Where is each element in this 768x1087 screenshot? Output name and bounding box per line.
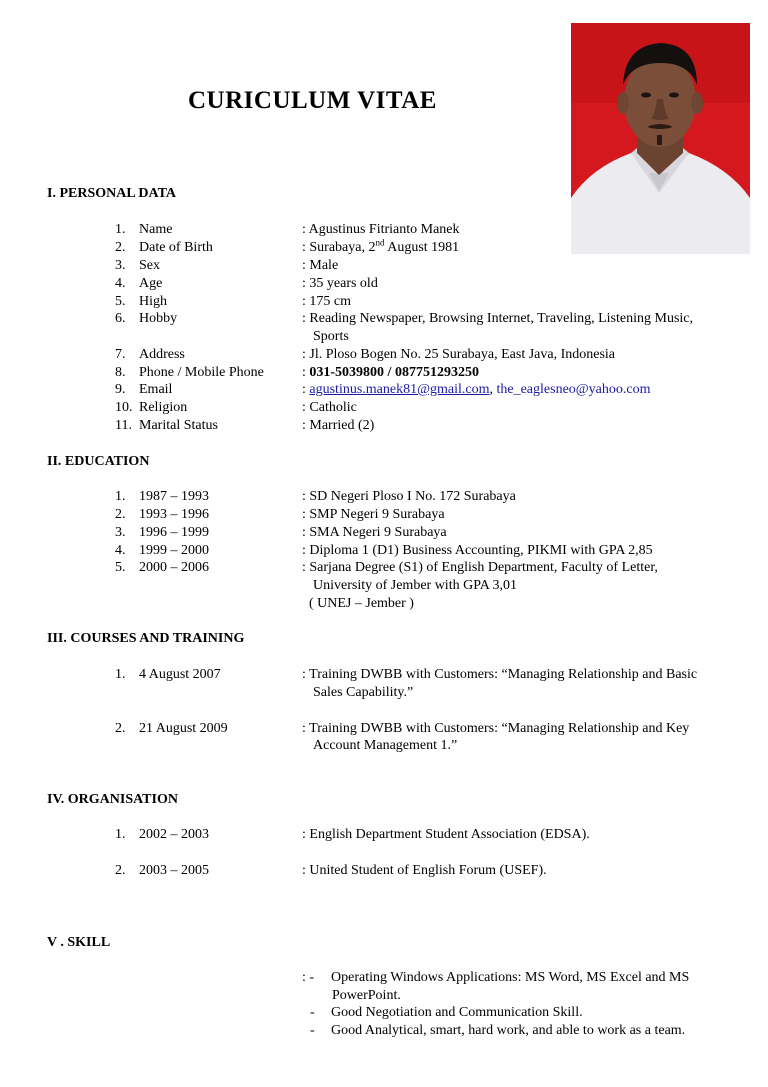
organisation-name: : United Student of English Forum (USEF). [302, 863, 547, 878]
education-institution-abbrev: ( UNEJ – Jember ) [309, 596, 414, 611]
skill-text: Operating Windows Applications: MS Word, MS Excel and MS [331, 970, 690, 985]
education-institution: : Sarjana Degree (S1) of English Department, Faculty of Letter, [302, 560, 658, 575]
document-title: CURICULUM VITAE [188, 87, 437, 114]
email-link-yahoo[interactable]: the_eaglesneo@yahoo.com [496, 382, 651, 397]
field-value-address: : Jl. Ploso Bogen No. 25 Surabaya, East Java, Indonesia [302, 347, 616, 362]
list-item-number: 2. [115, 721, 126, 736]
list-item-number: 1. [115, 222, 126, 237]
course-date: 4 August 2007 [139, 667, 221, 682]
education-period: 1999 – 2000 [139, 543, 209, 558]
education-institution: : Diploma 1 (D1) Business Accounting, PIKMI with GPA 2,85 [302, 543, 653, 558]
section-heading-personal-data: I. PERSONAL DATA [47, 186, 177, 201]
field-value-religion: : Catholic [302, 400, 357, 415]
field-value-date-of-birth: : Surabaya, 2nd August 1981 [302, 237, 460, 255]
field-label-phone: Phone / Mobile Phone [139, 365, 264, 380]
email-link-gmail[interactable]: agustinus.manek81@gmail.com [309, 382, 490, 397]
field-label-email: Email [139, 382, 173, 397]
education-period: 1996 – 1999 [139, 525, 209, 540]
field-label-sex: Sex [139, 258, 160, 273]
course-date: 21 August 2009 [139, 721, 228, 736]
field-label-marital-status: Marital Status [139, 418, 218, 433]
list-item-number: 6. [115, 311, 126, 326]
list-item-number: 1. [115, 489, 126, 504]
field-value-high: : 175 cm [302, 294, 351, 309]
skill-bullet: - [310, 1005, 315, 1020]
education-period: 1993 – 1996 [139, 507, 209, 522]
education-period: 1987 – 1993 [139, 489, 209, 504]
portrait-image [571, 23, 750, 254]
list-item-number: 9. [115, 382, 126, 397]
organisation-name: : English Department Student Association (EDSA). [302, 827, 590, 842]
list-item-number: 7. [115, 347, 126, 362]
section-heading-skill: V . SKILL [47, 935, 111, 950]
skill-bullet: - [310, 1023, 315, 1038]
list-item-number: 11. [115, 418, 132, 433]
list-item-number: 3. [115, 258, 126, 273]
list-item-number: 4. [115, 543, 126, 558]
list-item-number: 1. [115, 667, 126, 682]
field-value-marital-status: : Married (2) [302, 418, 375, 433]
organisation-period: 2003 – 2005 [139, 863, 209, 878]
list-item-number: 3. [115, 525, 126, 540]
section-heading-courses-training: III. COURSES AND TRAINING [47, 631, 245, 646]
course-description: : Training DWBB with Customers: “Managing Relationship and Basic [302, 667, 698, 682]
field-label-religion: Religion [139, 400, 188, 415]
education-period: 2000 – 2006 [139, 560, 209, 575]
field-label-hobby: Hobby [139, 311, 178, 326]
skill-bullet: : - [302, 970, 315, 985]
list-item-number: 10. [115, 400, 133, 415]
profile-photo [571, 23, 750, 254]
list-item-number: 1. [115, 827, 126, 842]
field-value-phone: : 031-5039800 / 087751293250 [302, 365, 479, 380]
list-item-number: 2. [115, 863, 126, 878]
field-value-age: : 35 years old [302, 276, 378, 291]
field-value-hobby: : Reading Newspaper, Browsing Internet, Traveling, Listening Music, [302, 311, 693, 326]
field-label-high: High [139, 294, 167, 309]
skill-text: Good Analytical, smart, hard work, and able to work as a team. [331, 1023, 686, 1038]
education-institution: : SD Negeri Ploso I No. 172 Surabaya [302, 489, 516, 504]
course-description-continued: Sales Capability.” [313, 685, 414, 700]
field-value-name: : Agustinus Fitrianto Manek [302, 222, 460, 237]
education-institution: : SMP Negeri 9 Surabaya [302, 507, 445, 522]
list-item-number: 5. [115, 294, 126, 309]
list-item-number: 2. [115, 240, 126, 255]
list-item-number: 2. [115, 507, 126, 522]
course-description: : Training DWBB with Customers: “Managing Relationship and Key [302, 721, 690, 736]
list-item-number: 8. [115, 365, 126, 380]
field-label-address: Address [139, 347, 185, 362]
section-heading-organisation: IV. ORGANISATION [47, 792, 178, 807]
course-description-continued: Account Management 1.” [313, 738, 458, 753]
education-institution-continued: University of Jember with GPA 3,01 [313, 578, 518, 593]
organisation-period: 2002 – 2003 [139, 827, 209, 842]
field-value-email: : agustinus.manek81@gmail.com, the_eaglesneo@yahoo.com [302, 382, 651, 397]
skill-text: Good Negotiation and Communication Skill. [331, 1005, 583, 1020]
field-label-age: Age [139, 276, 163, 291]
field-value-sex: : Male [302, 258, 339, 273]
field-label-date-of-birth: Date of Birth [139, 240, 213, 255]
list-item-number: 5. [115, 560, 126, 575]
education-institution: : SMA Negeri 9 Surabaya [302, 525, 447, 540]
field-label-name: Name [139, 222, 173, 237]
list-item-number: 4. [115, 276, 126, 291]
skill-text-continued: PowerPoint. [332, 988, 401, 1003]
section-heading-education: II. EDUCATION [47, 454, 150, 469]
field-value-hobby-continued: Sports [313, 329, 349, 344]
